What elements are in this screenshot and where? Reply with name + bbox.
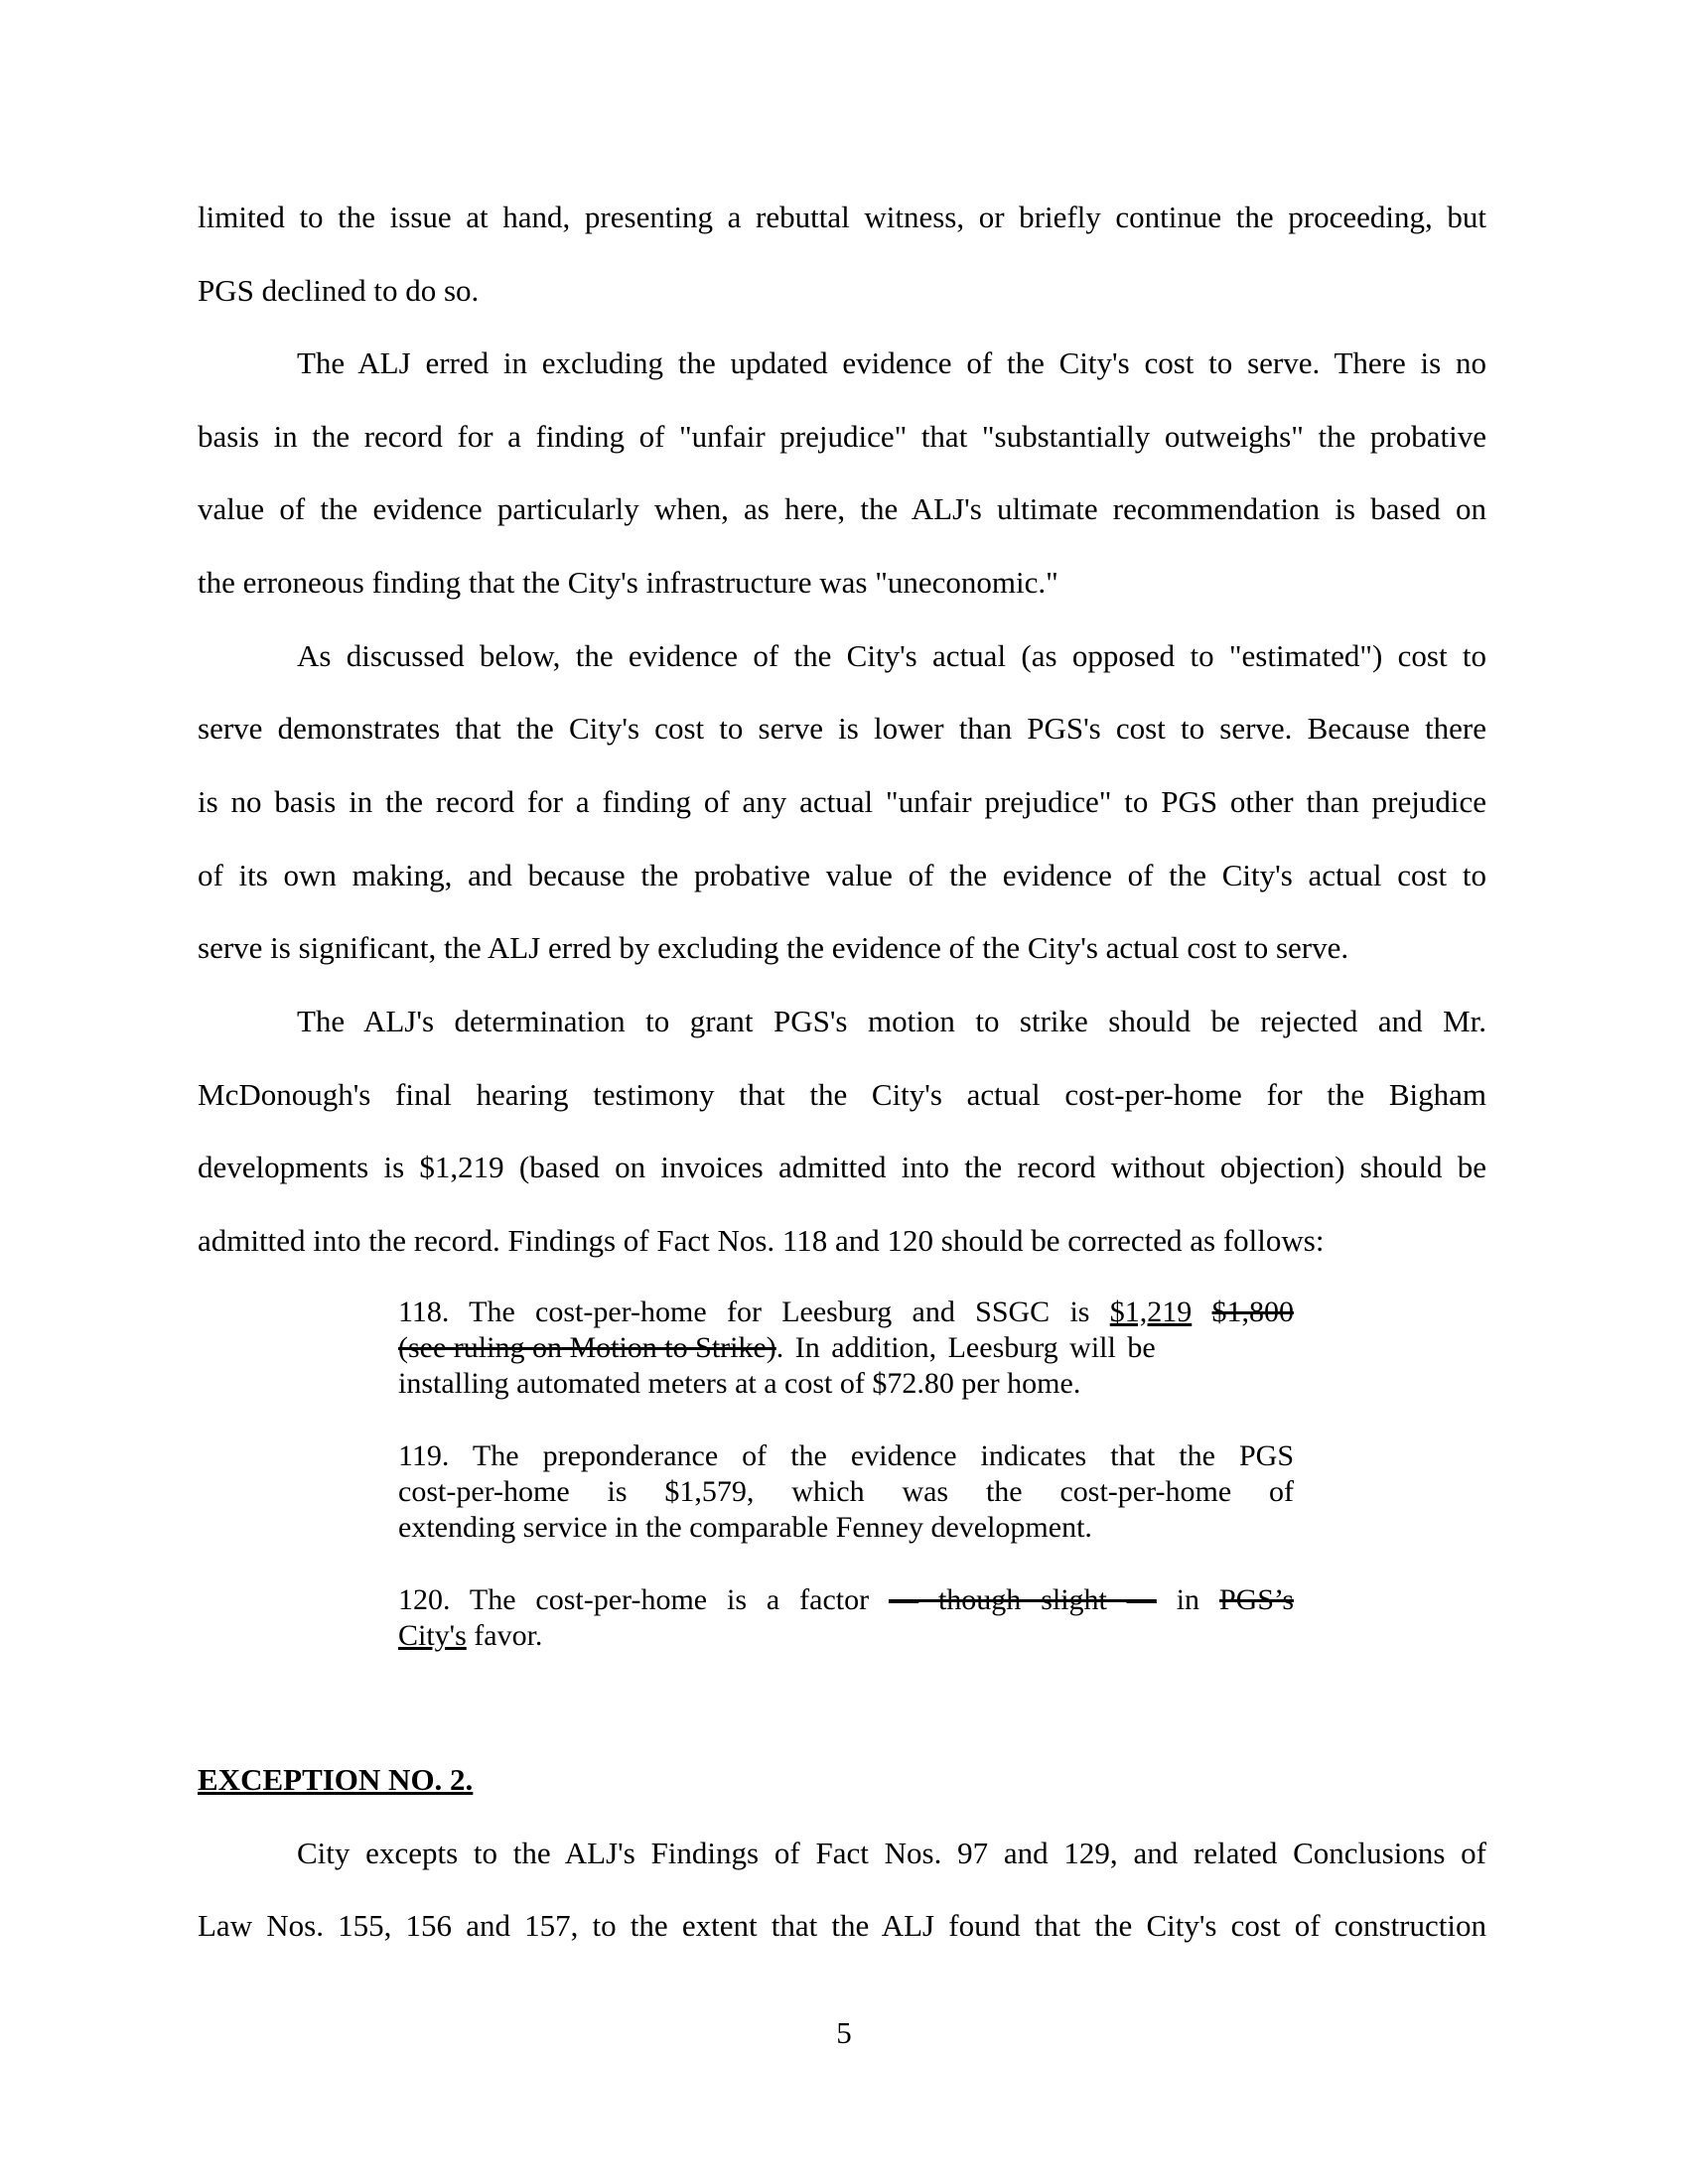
body-text-line: Law Nos. 155, 156 and 157, to the extent that the ALJ found that the City's cost of construction: [198, 1908, 1486, 1943]
body-text-line: The ALJ's determination to grant PGS's motion to strike should be rejected and Mr.: [297, 1004, 1486, 1038]
finding-text: 120. The cost-per-home is a factor: [398, 1583, 870, 1616]
body-text-line: the erroneous finding that the City's infrastructure was "uneconomic.": [198, 565, 1058, 600]
body-text-line: As discussed below, the evidence of the City's actual (as opposed to "estimated") cost to: [297, 638, 1486, 673]
body-text-line: serve is significant, the ALJ erred by excluding the evidence of the City's actual cost to serve.: [198, 930, 1349, 965]
body-text-line: PGS declined to do so.: [198, 273, 480, 308]
deleted-text: (see ruling on Motion to Strike): [398, 1331, 776, 1364]
body-text-line: The ALJ erred in excluding the updated evidence of the City's cost to serve. There is no: [297, 345, 1486, 380]
finding-120-line: [398, 1618, 1294, 1654]
finding-118-line: [398, 1295, 1294, 1330]
finding-text: in: [1176, 1583, 1200, 1616]
body-text-line: limited to the issue at hand, presenting a rebuttal witness, or briefly continue the proceeding, but: [198, 200, 1486, 234]
body-text-line: City excepts to the ALJ's Findings of Fact Nos. 97 and 129, and related Conclusions of: [297, 1836, 1486, 1870]
body-text-line: basis in the record for a finding of "unfair prejudice" that "substantially outweighs" the probative: [198, 419, 1486, 454]
body-text-line: admitted into the record. Findings of Fact Nos. 118 and 120 should be corrected as follows:: [198, 1223, 1325, 1258]
finding-119-line: cost-per-home is $1,579, which was the cost-per-home of: [398, 1475, 1294, 1508]
page-number: 5: [836, 2015, 852, 2050]
body-text-line: developments is $1,219 (based on invoices admitted into the record without objection) should be: [198, 1150, 1486, 1184]
deleted-text: $1,800: [1211, 1296, 1295, 1328]
body-text-line: is no basis in the record for a finding of any actual "unfair prejudice" to PGS other than prejudice: [198, 784, 1486, 819]
finding-119-line: 119. The preponderance of the evidence indicates that the PGS: [398, 1439, 1294, 1472]
inserted-text: $1,219: [1109, 1296, 1193, 1328]
finding-120-line: [398, 1582, 1294, 1618]
deleted-text: — though slight —: [889, 1583, 1157, 1616]
finding-118-line: [398, 1330, 1294, 1366]
finding-text: 118. The cost-per-home for Leesburg and SSGC is: [398, 1296, 1090, 1328]
body-text-line: serve demonstrates that the City's cost to serve is lower than PGS's cost to serve. Because there: [198, 711, 1486, 746]
section-heading: EXCEPTION NO. 2.: [198, 1762, 474, 1797]
finding-119-line: extending service in the comparable Fenney development.: [398, 1511, 1092, 1544]
inserted-text: City's: [398, 1619, 467, 1652]
body-text-line: value of the evidence particularly when, as here, the ALJ's ultimate recommendation is based on: [198, 491, 1486, 526]
finding-text: . In addition, Leesburg will be: [775, 1331, 1156, 1364]
body-text-line: McDonough's final hearing testimony that the City's actual cost-per-home for the Bigham: [198, 1077, 1486, 1112]
body-text-line: of its own making, and because the probative value of the evidence of the City's actual cost to: [198, 858, 1486, 892]
deleted-text: PGS’s: [1218, 1583, 1295, 1616]
finding-118-line: installing automated meters at a cost of $72.80 per home.: [398, 1367, 1081, 1400]
finding-text: favor.: [466, 1619, 543, 1652]
